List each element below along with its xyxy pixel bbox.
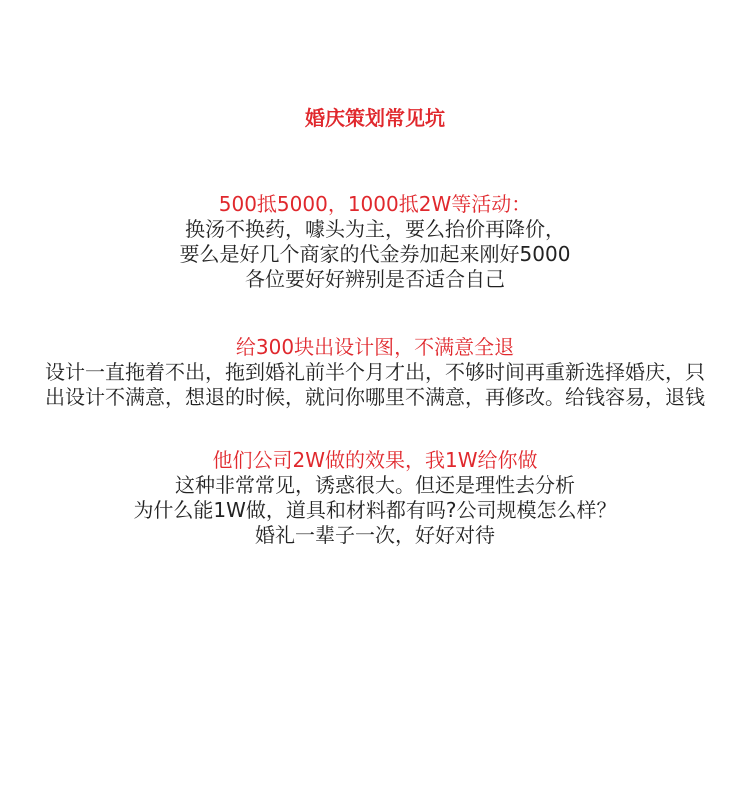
section-price-undercut bbox=[0, 448, 750, 548]
section-text-line: 婚礼一辈子一次，好好对待 bbox=[255, 523, 495, 547]
section-text-line: 出设计不满意，想退的时候，就问你哪里不满意，再修改。给钱容易，退钱 bbox=[45, 385, 705, 409]
section-text-line: 为什么能1W做，道具和材料都有吗?公司规模怎么样？ bbox=[133, 498, 617, 522]
section-text-line: 要么是好几个商家的代金券加起来刚好5000 bbox=[179, 242, 571, 266]
section-heading: 500抵5000，1000抵2W等活动： bbox=[218, 192, 532, 216]
section-design-deposit bbox=[0, 335, 750, 410]
section-text-line: 这种非常常见，诱惑很大。但还是理性去分析 bbox=[175, 473, 575, 497]
section-text-line: 各位要好好辨别是否适合自己 bbox=[245, 267, 505, 291]
section-overflow-lines bbox=[0, 360, 750, 410]
section-text-line: 换汤不换药，噱头为主，要么抬价再降价， bbox=[185, 217, 565, 241]
section-text-line: 设计一直拖着不出，拖到婚礼前半个月才出，不够时间再重新选择婚庆，只 bbox=[45, 360, 705, 384]
section-promo-vouchers bbox=[0, 192, 750, 292]
section-heading: 他们公司2W做的效果，我1W给你做 bbox=[212, 448, 538, 472]
section-heading: 给300块出设计图，不满意全退 bbox=[235, 335, 515, 359]
page-title: 婚庆策划常见坑 bbox=[305, 106, 445, 130]
